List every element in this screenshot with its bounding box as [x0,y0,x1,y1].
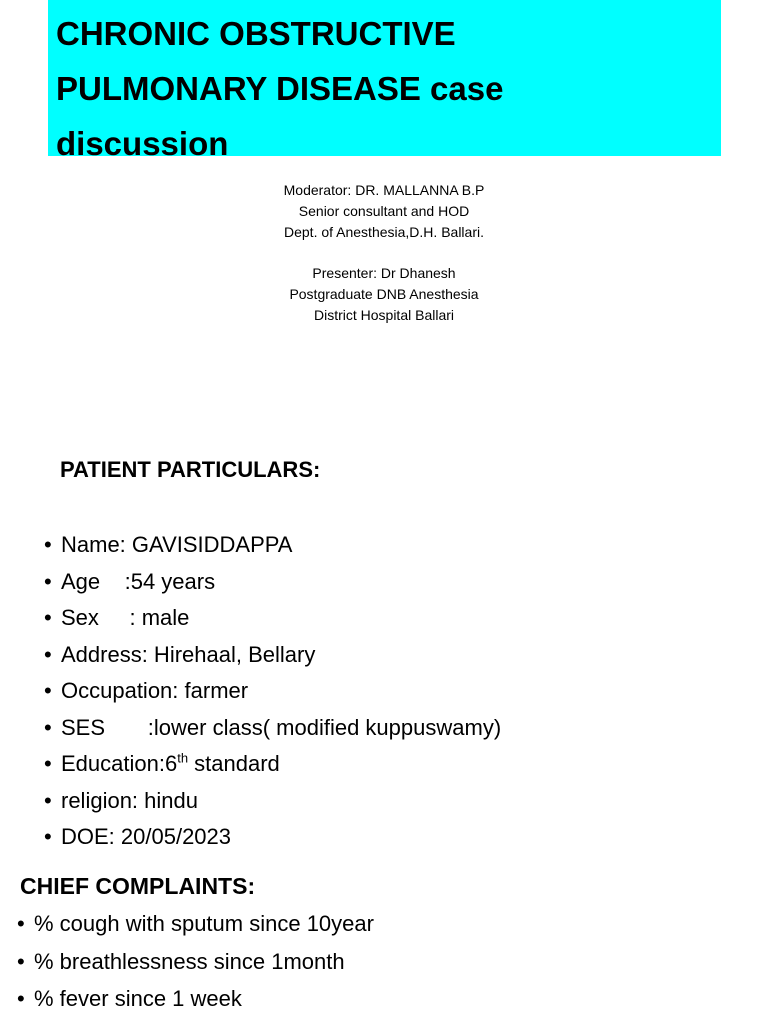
credits-block [0,180,768,326]
presenter-role: Postgraduate DNB Anesthesia [289,286,479,303]
bullet-icon: • [17,948,25,974]
title-line-3: discussion [56,125,229,162]
list-item-doe [44,822,501,859]
credits-spacer [0,242,768,263]
bullet-icon: • [44,641,52,667]
education-superscript: th [177,750,189,766]
bullet-icon: • [44,568,52,594]
slide-title [56,6,713,171]
bullet-icon: • [44,751,52,776]
chief-complaints-list [17,909,374,1022]
title-line-2 [56,61,713,116]
list-item-sex [44,603,501,640]
patient-age: Age :54 years [61,568,216,594]
title-line-2-main: PULMONARY DISEASE [56,70,421,107]
patient-education-suffix: standard [188,751,280,776]
moderator-dept: Dept. of Anesthesia,D.H. Ballari. [284,223,484,240]
bullet-icon: • [44,714,52,740]
list-item-name [44,530,501,567]
complaint-text: % breathlessness since 1month [34,948,345,974]
patient-address: Address: Hirehaal, Bellary [61,641,316,667]
title-banner [48,0,721,162]
patient-doe: DOE: 20/05/2023 [61,824,232,849]
patient-name: Name: GAVISIDDAPPA [61,532,293,557]
chief-complaints-heading: CHIEF COMPLAINTS: [20,873,256,899]
bullet-icon: • [17,911,25,936]
moderator-name: Moderator: DR. MALLANNA B.P [283,182,485,198]
bullet-icon: • [44,824,52,849]
patient-religion: religion: hindu [61,787,198,813]
list-item-occupation [44,676,501,713]
presenter-name: Presenter: Dr Dhanesh [312,265,456,282]
title-line-1: CHRONIC OBSTRUCTIVE [56,15,456,52]
list-item-religion [44,786,501,823]
bullet-icon: • [44,605,52,630]
bullet-icon: • [44,678,52,703]
patient-education-prefix: Education:6 [61,751,178,776]
list-item [17,909,374,947]
bullet-icon: • [44,532,52,557]
patient-particulars-list [44,530,501,859]
presenter-place: District Hospital Ballari [313,306,455,323]
patient-ses: SES :lower class( modified kuppuswamy) [61,714,502,740]
list-item [17,947,374,985]
title-line-2-rest: case [420,70,504,107]
list-item-address [44,640,501,677]
patient-sex: Sex : male [61,605,190,630]
list-item-education [44,749,501,786]
patient-particulars-heading: PATIENT PARTICULARS: [60,457,321,482]
patient-occupation: Occupation: farmer [61,678,249,703]
list-item-age [44,567,501,604]
bullet-icon: • [44,787,52,813]
list-item-ses [44,713,501,750]
list-item [17,984,374,1022]
complaint-text: % cough with sputum since 10year [34,911,374,936]
moderator-role: Senior consultant and HOD [298,202,470,219]
bullet-icon: • [17,986,25,1011]
complaint-text: % fever since 1 week [34,986,242,1011]
